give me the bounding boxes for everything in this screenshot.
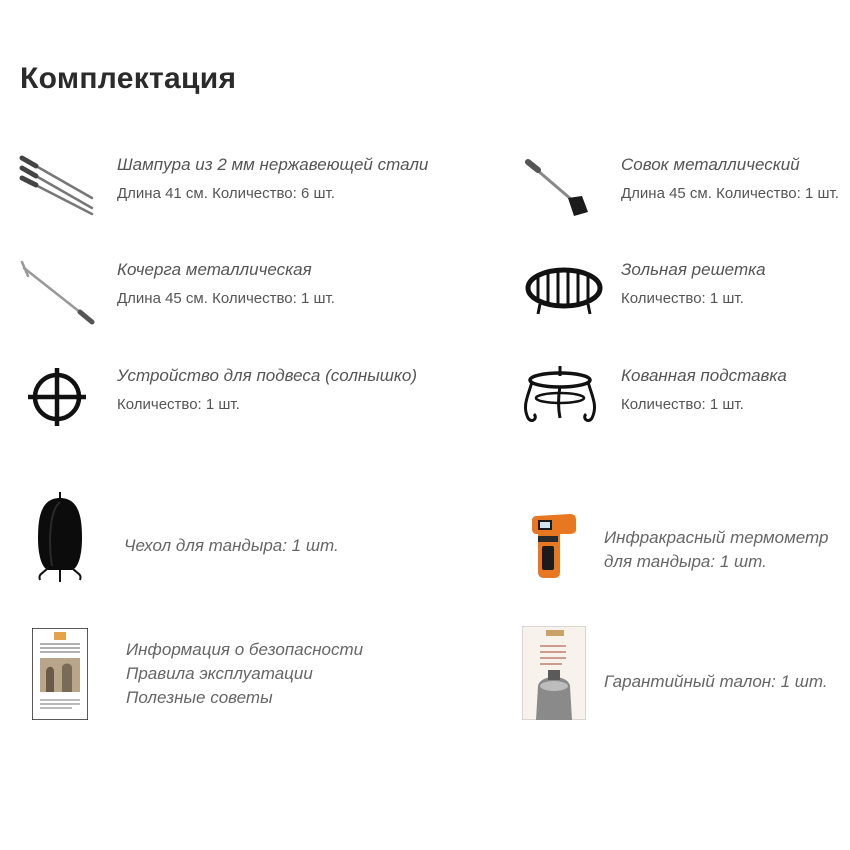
hanger-icon	[26, 366, 88, 428]
page-title: Комплектация	[20, 62, 237, 95]
ash-grate-icon	[524, 264, 604, 316]
scoop-icon	[524, 158, 594, 220]
stand-desc: Количество: 1 шт.	[621, 396, 744, 413]
poker-icon	[18, 258, 98, 330]
thermometer-icon	[530, 512, 578, 578]
stand-name: Кованная подставка	[621, 366, 787, 385]
skewers-desc: Длина 41 см. Количество: 6 шт.	[117, 185, 335, 202]
skewers-name: Шампура из 2 мм нержавеющей стали	[117, 155, 429, 174]
ash-grate-name: Зольная решетка	[621, 260, 766, 279]
scoop-desc: Длина 45 см. Количество: 1 шт.	[621, 185, 839, 202]
cover-text: Чехол для тандыра: 1 шт.	[124, 536, 339, 555]
thermometer-line1: Инфракрасный термометр	[604, 528, 829, 547]
info-line3: Полезные советы	[126, 688, 273, 707]
info-line1: Информация о безопасности	[126, 640, 364, 659]
hanger-name: Устройство для подвеса (солнышко)	[117, 366, 418, 385]
info-line2: Правила эксплуатации	[126, 664, 313, 683]
poker-name: Кочерга металлическая	[117, 260, 312, 279]
ash-grate-desc: Количество: 1 шт.	[621, 290, 744, 307]
poker-desc: Длина 45 см. Количество: 1 шт.	[117, 290, 335, 307]
cover-icon	[34, 490, 86, 584]
warranty-text: Гарантийный талон: 1 шт.	[604, 672, 828, 691]
skewers-icon	[18, 152, 98, 218]
stand-icon	[518, 362, 602, 428]
scoop-name: Совок металлический	[621, 155, 800, 174]
manual-icon	[32, 628, 88, 720]
thermometer-line2: для тандыра: 1 шт.	[604, 552, 767, 571]
warranty-card-icon	[522, 626, 586, 720]
hanger-desc: Количество: 1 шт.	[117, 396, 240, 413]
